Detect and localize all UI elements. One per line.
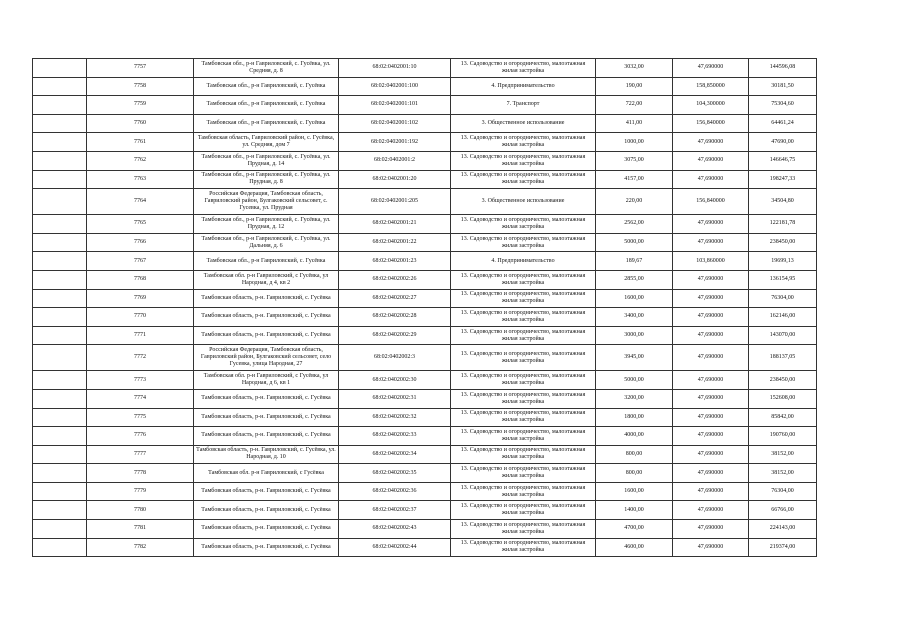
cadastral-number: 68:02:0402002:32 — [339, 408, 451, 427]
specific-value: 47,690000 — [673, 233, 749, 252]
area-value: 4000,00 — [596, 427, 673, 446]
cadastral-value: 66766,00 — [749, 501, 817, 520]
cadastral-value: 238450,00 — [749, 233, 817, 252]
empty-cell — [33, 427, 87, 446]
table-row — [33, 289, 817, 308]
empty-cell — [33, 538, 87, 557]
area-value: 3032,00 — [596, 59, 673, 78]
cadastral-number: 68:02:0402002:36 — [339, 482, 451, 501]
cadastral-number: 68:02:0402001:10 — [339, 59, 451, 78]
row-number: 7762 — [87, 151, 194, 170]
row-number: 7775 — [87, 408, 194, 427]
land-use-type: 13. Садоводство и огородничество, малоэтажная жилая застройка — [451, 289, 596, 308]
area-value: 2562,00 — [596, 215, 673, 234]
row-number: 7760 — [87, 114, 194, 133]
row-number: 7765 — [87, 215, 194, 234]
address-cell: Тамбовская область, р-н. Гавриловский, с. Гусёвка — [194, 538, 339, 557]
empty-cell — [33, 445, 87, 464]
cadastral-number: 68:02:0402001:20 — [339, 170, 451, 189]
row-number: 7769 — [87, 289, 194, 308]
row-number: 7772 — [87, 345, 194, 371]
area-value: 220,00 — [596, 189, 673, 215]
cadastral-number: 68:02:0402002:3 — [339, 345, 451, 371]
cadastral-value-table — [32, 58, 817, 557]
row-number: 7771 — [87, 326, 194, 345]
empty-cell — [33, 389, 87, 408]
specific-value: 47,690000 — [673, 538, 749, 557]
cadastral-number: 68:02:0402001:21 — [339, 215, 451, 234]
table-row — [33, 59, 817, 78]
area-value: 2855,00 — [596, 270, 673, 289]
table-row — [33, 96, 817, 115]
address-cell: Тамбовская обл. р-н Гавриловский, с Гусёвка, ул Народная, д 6, кв 1 — [194, 371, 339, 390]
cadastral-number: 68:02:0402002:33 — [339, 427, 451, 446]
cadastral-number: 68:02:0402001:102 — [339, 114, 451, 133]
area-value: 1600,00 — [596, 289, 673, 308]
table-row — [33, 252, 817, 271]
land-use-type: 13. Садоводство и огородничество, малоэтажная жилая застройка — [451, 170, 596, 189]
specific-value: 47,690000 — [673, 345, 749, 371]
address-cell: Российская Федерация, Тамбовская область, Гавриловский район, Булгаковский сельсовет, с. Гусевка, ул. Прудная — [194, 189, 339, 215]
cadastral-value: 19699,13 — [749, 252, 817, 271]
cadastral-number: 68:02:0402002:26 — [339, 270, 451, 289]
specific-value: 47,690000 — [673, 215, 749, 234]
empty-cell — [33, 252, 87, 271]
land-use-type: 13. Садоводство и огородничество, малоэтажная жилая застройка — [451, 345, 596, 371]
empty-cell — [33, 464, 87, 483]
table-row — [33, 133, 817, 152]
address-cell: Тамбовская область, р-н. Гавриловский, с. Гусёвка — [194, 427, 339, 446]
land-use-type: 13. Садоводство и огородничество, малоэтажная жилая застройка — [451, 270, 596, 289]
row-number: 7763 — [87, 170, 194, 189]
address-cell: Тамбовская область, р-н. Гавриловский, с. Гусёвка — [194, 482, 339, 501]
row-number: 7768 — [87, 270, 194, 289]
empty-cell — [33, 133, 87, 152]
cadastral-value: 76304,00 — [749, 289, 817, 308]
table-body — [33, 59, 817, 557]
row-number: 7774 — [87, 389, 194, 408]
address-cell: Российская Федерация, Тамбовская область, Гавриловский район, Булгаковский сельсовет, село Гусевка, улица Народная, 27 — [194, 345, 339, 371]
table-row — [33, 170, 817, 189]
specific-value: 156,840000 — [673, 114, 749, 133]
cadastral-number: 68:02:0402002:44 — [339, 538, 451, 557]
address-cell: Тамбовская область, р-н. Гавриловский, с. Гусёвка — [194, 289, 339, 308]
area-value: 722,00 — [596, 96, 673, 115]
address-cell: Тамбовская обл. р-н Гавриловский, с Гусёвка — [194, 464, 339, 483]
area-value: 190,00 — [596, 77, 673, 96]
cadastral-number: 68:02:0402002:30 — [339, 371, 451, 390]
cadastral-number: 68:02:0402001:2 — [339, 151, 451, 170]
empty-cell — [33, 270, 87, 289]
document-page — [32, 58, 817, 557]
address-cell: Тамбовская область, р-н. Гавриловский, с. Гусёвка — [194, 520, 339, 539]
specific-value: 47,690000 — [673, 520, 749, 539]
land-use-type: 13. Садоводство и огородничество, малоэтажная жилая застройка — [451, 326, 596, 345]
specific-value: 47,690000 — [673, 308, 749, 327]
cadastral-value: 34504,80 — [749, 189, 817, 215]
specific-value: 47,690000 — [673, 270, 749, 289]
land-use-type: 13. Садоводство и огородничество, малоэтажная жилая застройка — [451, 389, 596, 408]
address-cell: Тамбовская обл., р-н Гавриловский, с. Гусёвка — [194, 77, 339, 96]
specific-value: 47,690000 — [673, 170, 749, 189]
area-value: 1800,00 — [596, 408, 673, 427]
row-number: 7773 — [87, 371, 194, 390]
area-value: 4600,00 — [596, 538, 673, 557]
land-use-type: 13. Садоводство и огородничество, малоэтажная жилая застройка — [451, 371, 596, 390]
area-value: 189,67 — [596, 252, 673, 271]
land-use-type: 13. Садоводство и огородничество, малоэтажная жилая застройка — [451, 427, 596, 446]
land-use-type: 3. Общественное использование — [451, 114, 596, 133]
cadastral-value: 122181,78 — [749, 215, 817, 234]
table-row — [33, 501, 817, 520]
cadastral-number: 68:02:0402001:205 — [339, 189, 451, 215]
specific-value: 103,860000 — [673, 252, 749, 271]
cadastral-value: 143070,00 — [749, 326, 817, 345]
empty-cell — [33, 233, 87, 252]
land-use-type: 13. Садоводство и огородничество, малоэтажная жилая застройка — [451, 408, 596, 427]
address-cell: Тамбовская область, Гавриловский район, с. Гусёвка, ул. Средняя, дом 7 — [194, 133, 339, 152]
specific-value: 47,690000 — [673, 427, 749, 446]
cadastral-number: 68:02:0402001:101 — [339, 96, 451, 115]
row-number: 7770 — [87, 308, 194, 327]
cadastral-number: 68:02:0402002:31 — [339, 389, 451, 408]
empty-cell — [33, 520, 87, 539]
table-row — [33, 326, 817, 345]
table-row — [33, 445, 817, 464]
row-number: 7766 — [87, 233, 194, 252]
empty-cell — [33, 215, 87, 234]
cadastral-value: 188137,05 — [749, 345, 817, 371]
empty-cell — [33, 77, 87, 96]
row-number: 7761 — [87, 133, 194, 152]
row-number: 7757 — [87, 59, 194, 78]
cadastral-value: 238450,00 — [749, 371, 817, 390]
cadastral-number: 68:02:0402002:27 — [339, 289, 451, 308]
cadastral-value: 136154,95 — [749, 270, 817, 289]
address-cell: Тамбовская область, р-н. Гавриловский, с. Гусёвка — [194, 308, 339, 327]
specific-value: 47,690000 — [673, 389, 749, 408]
address-cell: Тамбовская обл. р-н Гавриловский, с Гусёвка, ул Народная, д 4, кв 2 — [194, 270, 339, 289]
area-value: 1000,00 — [596, 133, 673, 152]
cadastral-number: 68:02:0402002:29 — [339, 326, 451, 345]
land-use-type: 13. Садоводство и огородничество, малоэтажная жилая застройка — [451, 233, 596, 252]
empty-cell — [33, 482, 87, 501]
specific-value: 47,690000 — [673, 501, 749, 520]
address-cell: Тамбовская обл., р-н Гавриловский, с. Гусёвка — [194, 252, 339, 271]
land-use-type: 13. Садоводство и огородничество, малоэтажная жилая застройка — [451, 59, 596, 78]
specific-value: 47,690000 — [673, 408, 749, 427]
specific-value: 47,690000 — [673, 289, 749, 308]
land-use-type: 13. Садоводство и огородничество, малоэтажная жилая застройка — [451, 464, 596, 483]
specific-value: 156,840000 — [673, 189, 749, 215]
table-row — [33, 77, 817, 96]
cadastral-number: 68:02:0402002:37 — [339, 501, 451, 520]
area-value: 5000,00 — [596, 233, 673, 252]
cadastral-number: 68:02:0402002:28 — [339, 308, 451, 327]
cadastral-number: 68:02:0402002:34 — [339, 445, 451, 464]
cadastral-value: 144596,08 — [749, 59, 817, 78]
land-use-type: 13. Садоводство и огородничество, малоэтажная жилая застройка — [451, 308, 596, 327]
cadastral-value: 219374,00 — [749, 538, 817, 557]
area-value: 4700,00 — [596, 520, 673, 539]
row-number: 7777 — [87, 445, 194, 464]
address-cell: Тамбовская обл., р-н Гавриловский, с. Гусёвка — [194, 114, 339, 133]
area-value: 3945,00 — [596, 345, 673, 371]
table-row — [33, 427, 817, 446]
row-number: 7779 — [87, 482, 194, 501]
row-number: 7782 — [87, 538, 194, 557]
row-number: 7764 — [87, 189, 194, 215]
land-use-type: 13. Садоводство и огородничество, малоэтажная жилая застройка — [451, 151, 596, 170]
cadastral-value: 152608,00 — [749, 389, 817, 408]
area-value: 3075,00 — [596, 151, 673, 170]
specific-value: 47,690000 — [673, 464, 749, 483]
address-cell: Тамбовская область, р-н. Гавриловский, с. Гусёвка — [194, 326, 339, 345]
specific-value: 47,690000 — [673, 151, 749, 170]
cadastral-value: 162146,00 — [749, 308, 817, 327]
empty-cell — [33, 114, 87, 133]
specific-value: 47,690000 — [673, 326, 749, 345]
row-number: 7767 — [87, 252, 194, 271]
area-value: 1600,00 — [596, 482, 673, 501]
cadastral-value: 146646,75 — [749, 151, 817, 170]
empty-cell — [33, 308, 87, 327]
specific-value: 47,690000 — [673, 133, 749, 152]
cadastral-value: 190760,00 — [749, 427, 817, 446]
empty-cell — [33, 189, 87, 215]
empty-cell — [33, 170, 87, 189]
cadastral-number: 68:02:0402002:35 — [339, 464, 451, 483]
specific-value: 47,690000 — [673, 445, 749, 464]
specific-value: 47,690000 — [673, 482, 749, 501]
empty-cell — [33, 96, 87, 115]
area-value: 4157,00 — [596, 170, 673, 189]
table-row — [33, 408, 817, 427]
table-row — [33, 308, 817, 327]
empty-cell — [33, 501, 87, 520]
row-number: 7776 — [87, 427, 194, 446]
table-row — [33, 114, 817, 133]
empty-cell — [33, 371, 87, 390]
cadastral-value: 47690,00 — [749, 133, 817, 152]
land-use-type: 4. Предпринимательство — [451, 252, 596, 271]
land-use-type: 13. Садоводство и огородничество, малоэтажная жилая застройка — [451, 482, 596, 501]
address-cell: Тамбовская область, р-н. Гавриловский, с. Гусёвка — [194, 389, 339, 408]
cadastral-value: 64461,24 — [749, 114, 817, 133]
land-use-type: 4. Предпринимательство — [451, 77, 596, 96]
table-row — [33, 538, 817, 557]
cadastral-value: 198247,33 — [749, 170, 817, 189]
cadastral-value: 75304,60 — [749, 96, 817, 115]
row-number: 7780 — [87, 501, 194, 520]
empty-cell — [33, 151, 87, 170]
area-value: 3200,00 — [596, 389, 673, 408]
land-use-type: 13. Садоводство и огородничество, малоэтажная жилая застройка — [451, 133, 596, 152]
row-number: 7759 — [87, 96, 194, 115]
row-number: 7758 — [87, 77, 194, 96]
empty-cell — [33, 59, 87, 78]
land-use-type: 7. Транспорт — [451, 96, 596, 115]
land-use-type: 13. Садоводство и огородничество, малоэтажная жилая застройка — [451, 538, 596, 557]
table-row — [33, 389, 817, 408]
address-cell: Тамбовская обл., р-н Гавриловский, с. Гусёвка, ул. Прудная, д. 8 — [194, 170, 339, 189]
table-row — [33, 151, 817, 170]
address-cell: Тамбовская обл., р-н Гавриловский, с. Гусёвка — [194, 96, 339, 115]
area-value: 3000,00 — [596, 326, 673, 345]
table-row — [33, 270, 817, 289]
specific-value: 104,300000 — [673, 96, 749, 115]
land-use-type: 13. Садоводство и огородничество, малоэтажная жилая застройка — [451, 215, 596, 234]
table-row — [33, 189, 817, 215]
address-cell: Тамбовская область, р-н. Гавриловский, с. Гусёвка — [194, 501, 339, 520]
empty-cell — [33, 408, 87, 427]
land-use-type: 13. Садоводство и огородничество, малоэтажная жилая застройка — [451, 501, 596, 520]
table-row — [33, 233, 817, 252]
land-use-type: 3. Общественное использование — [451, 189, 596, 215]
table-row — [33, 371, 817, 390]
table-row — [33, 215, 817, 234]
cadastral-number: 68:02:0402001:22 — [339, 233, 451, 252]
table-row — [33, 464, 817, 483]
area-value: 411,00 — [596, 114, 673, 133]
area-value: 1400,00 — [596, 501, 673, 520]
area-value: 800,00 — [596, 445, 673, 464]
land-use-type: 13. Садоводство и огородничество, малоэтажная жилая застройка — [451, 445, 596, 464]
cadastral-value: 85842,00 — [749, 408, 817, 427]
address-cell: Тамбовская обл., р-н Гавриловский, с. Гусёвка, ул. Прудная, д. 14 — [194, 151, 339, 170]
cadastral-number: 68:02:0402002:43 — [339, 520, 451, 539]
address-cell: Тамбовская обл., р-н Гавриловский, с. Гусёвка, ул. Дальняя, д. 6 — [194, 233, 339, 252]
row-number: 7778 — [87, 464, 194, 483]
table-row — [33, 482, 817, 501]
land-use-type: 13. Садоводство и огородничество, малоэтажная жилая застройка — [451, 520, 596, 539]
cadastral-value: 76304,00 — [749, 482, 817, 501]
address-cell: Тамбовская область, р-н. Гавриловский, с. Гусёвка — [194, 408, 339, 427]
cadastral-value: 224143,00 — [749, 520, 817, 539]
area-value: 3400,00 — [596, 308, 673, 327]
address-cell: Тамбовская область, р-н. Гавриловский, с. Гусёвка, ул. Народная, д. 10 — [194, 445, 339, 464]
specific-value: 158,850000 — [673, 77, 749, 96]
row-number: 7781 — [87, 520, 194, 539]
table-row — [33, 345, 817, 371]
area-value: 5000,00 — [596, 371, 673, 390]
cadastral-number: 68:02:0402001:23 — [339, 252, 451, 271]
address-cell: Тамбовская обл., р-н Гавриловский, с. Гусёвка, ул. Средняя, д. 8 — [194, 59, 339, 78]
cadastral-number: 68:02:0402001:100 — [339, 77, 451, 96]
cadastral-number: 68:02:0402001:192 — [339, 133, 451, 152]
area-value: 800,00 — [596, 464, 673, 483]
cadastral-value: 38152,00 — [749, 445, 817, 464]
empty-cell — [33, 289, 87, 308]
empty-cell — [33, 345, 87, 371]
cadastral-value: 38152,00 — [749, 464, 817, 483]
address-cell: Тамбовская обл., р-н Гавриловский, с. Гусёвка, ул. Прудная, д. 12 — [194, 215, 339, 234]
cadastral-value: 30181,50 — [749, 77, 817, 96]
specific-value: 47,690000 — [673, 59, 749, 78]
specific-value: 47,690000 — [673, 371, 749, 390]
table-row — [33, 520, 817, 539]
empty-cell — [33, 326, 87, 345]
